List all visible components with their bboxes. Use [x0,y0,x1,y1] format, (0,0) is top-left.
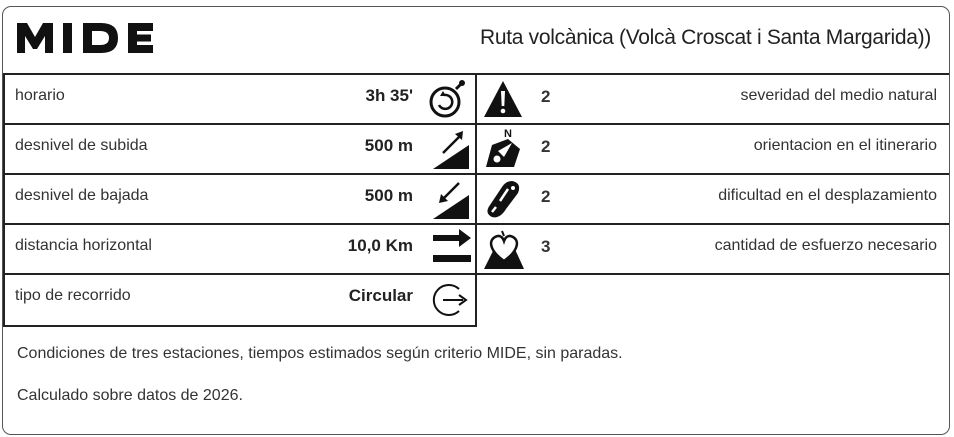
note-calculated: Calculado sobre datos de 2026. [17,387,243,404]
row-label: cantidad de esfuerzo necesario [714,237,937,254]
mide-card [2,6,950,435]
ascent-icon [431,127,471,171]
row-orientacion [477,123,949,173]
mide-logo [15,19,183,55]
row-desnivel-subida [3,123,475,173]
circular-route-icon [431,279,471,321]
row-value: 500 m [364,136,413,155]
score-value: 3 [541,237,551,256]
divider [3,325,477,327]
row-value: 500 m [364,186,413,205]
effort-heart-icon [482,227,526,271]
row-label: orientacion en el itinerario [753,137,937,154]
score-value: 2 [541,87,551,106]
stopwatch-icon [428,79,466,119]
row-esfuerzo [477,223,949,273]
row-label: distancia horizontal [15,237,152,254]
row-label: severidad del medio natural [740,87,937,104]
row-value: 3h 35' [365,86,413,105]
svg-text:N: N [504,128,512,140]
header [3,7,949,73]
distance-icon [431,229,473,269]
row-label: desnivel de subida [15,137,148,154]
row-label: horario [15,87,65,104]
row-desnivel-bajada [3,173,475,223]
row-value: 10,0 Km [347,236,413,255]
descent-icon [431,177,471,221]
row-value: Circular [348,286,413,305]
orientation-icon [482,127,524,171]
row-label: dificultad en el desplazamiento [718,187,937,204]
score-value: 2 [541,187,551,206]
footprint-icon [482,177,524,221]
score-value: 2 [541,137,551,156]
row-label: tipo de recorrido [15,287,131,304]
row-dificultad [477,173,949,223]
mide-table [3,73,949,327]
note-conditions: Condiciones de tres estaciones, tiempos estimados según criterio MIDE, sin paradas. [17,345,623,362]
row-label: desnivel de bajada [15,187,149,204]
row-severidad [477,73,949,123]
warning-icon [482,79,524,119]
row-tipo-recorrido [3,273,475,323]
row-distancia [3,223,475,273]
notes [17,345,623,429]
route-title: Ruta volcànica (Volcà Croscat i Santa Margarida)) [479,26,931,49]
row-horario [3,73,475,123]
